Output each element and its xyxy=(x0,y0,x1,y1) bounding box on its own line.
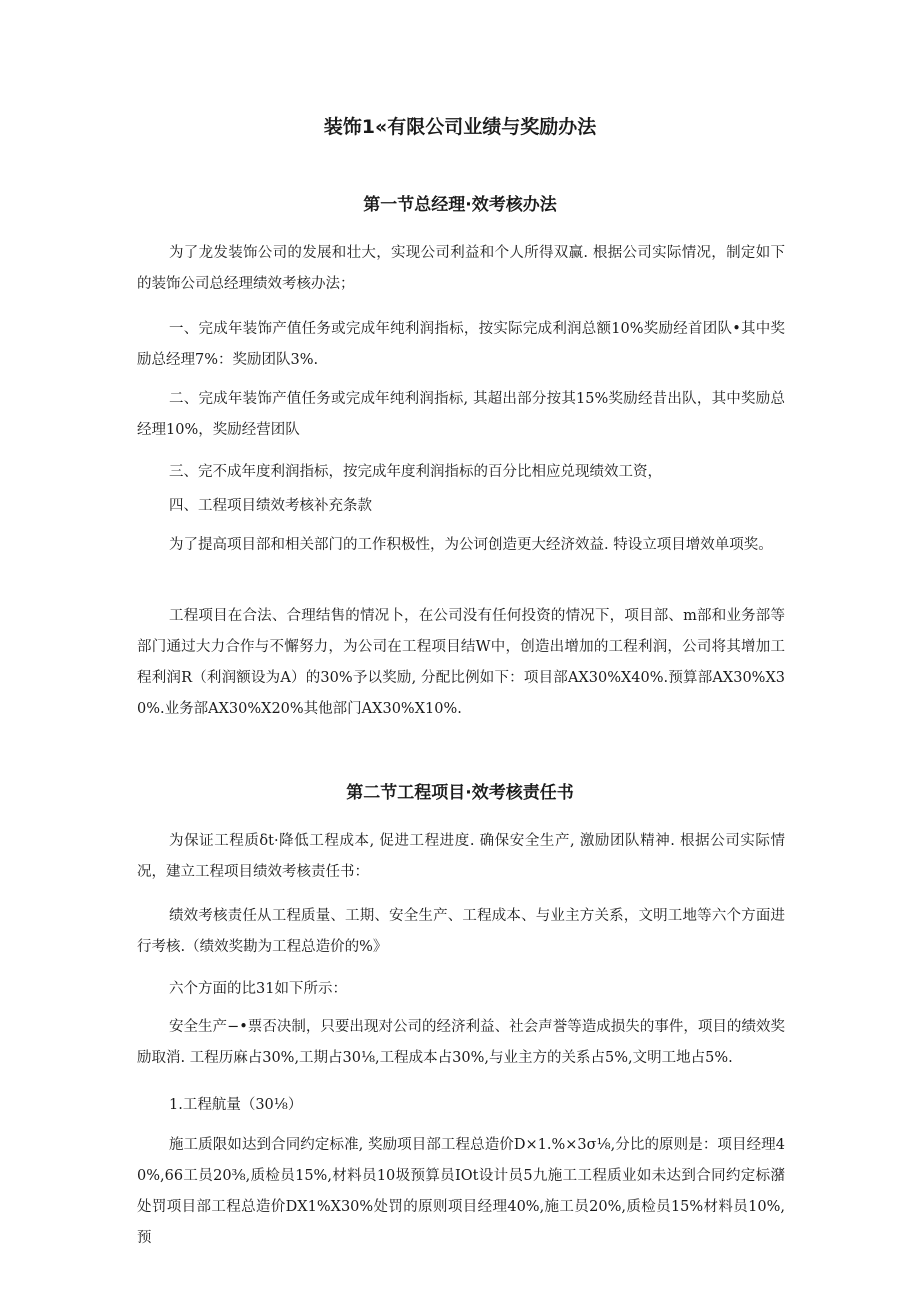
section-1-paragraph-2: 一、完成年装饰产值任务或完成年纯利润指标，按实际完成利润总额10%奖励经首团队•其中奖励总经理7%：奖励团队3%. xyxy=(137,321,785,368)
section-1-paragraph-6: 为了提高项目部和相关部门的工作积极性，为公诃创造更大经济效益. 特设立项目增效单项奖。 xyxy=(169,537,773,553)
section-1-paragraph-3: 二、完成年装饰产值任务或完成年纯利润指标, 其超出部分按其15%奖励经昔出队，其中奖励总经理10%，奖励经营团队 xyxy=(137,391,785,438)
section-1-paragraph-5: 四、工程项目绩效考核补充条款 xyxy=(169,498,372,514)
section-2-heading: 第二节工程项目·效考核责任书 xyxy=(346,783,574,803)
section-1-heading: 第一节总经理·效考核办法 xyxy=(363,195,557,215)
section-2-paragraph-1: 为保证工程质δt·降低工程成本, 促进工程进度. 确保安全生产, 激励团队精神. 根据公司实际情况，建立工程项目绩效考核责任书： xyxy=(137,833,785,880)
document-title: 装饰1«有限公司业绩与奖励办法 xyxy=(323,116,597,138)
section-2-paragraph-5: 1.工程航量（30⅛） xyxy=(169,1097,303,1113)
section-2-paragraph-2: 绩效考核责任从工程质量、工期、安全生产、工程成本、与业主方关系，文明工地等六个方面进行考核.（绩效奖勘为工程总造价的%》 xyxy=(137,908,785,955)
section-1-paragraph-7: 工程项目在合法、合理结售的情况卜，在公司没有任何投资的情况下，项目部、m部和业务部等部门通过大力合作与不懈努力，为公司在工程项目结W中，创造出增加的工程利润，公司将其增加工程利润R（利润额设为A）的30%予以奖励, 分配比例如下：项目部AX30%X40%.预算部AX30%X30%.业务部AX30%X20%其他部门AX30%X10%. xyxy=(137,608,785,717)
section-2-paragraph-3: 六个方面的比31如下所示： xyxy=(169,981,347,997)
section-1-paragraph-1: 为了龙发装饰公司的发展和壮大，实现公司利益和个人所得双赢. 根据公司实际情况，制定如下的装饰公司总经理绩效考核办法； xyxy=(137,245,785,292)
section-2-paragraph-6: 施工质限如达到合同约定标准, 奖励项目部工程总造价D×1.%×3σ⅛,分比的原则是：项目经理40%,66工员20⅜,质检员15%,材料员10圾预算员IOt设计员5九施工工程质业如未达到合同约定标潴处罚项目部工程总造价DX1%X30%处罚的原则项目经理40%,施工员20%,质检员15%材料员10%,预 xyxy=(137,1137,785,1246)
section-2-paragraph-4: 安全生产−•票否决制，只要出现对公司的经济利益、社会声誉等造成损失的事件，项目的绩效奖励取消. 工程历麻占30%,工期占30⅛,工程成本占30%,与业主方的关系占5%,文明工地占5%. xyxy=(137,1019,785,1066)
section-1-paragraph-4: 三、完不成年度利润指标，按完成年度利润指标的百分比相应兑现绩效工资， xyxy=(169,464,662,480)
